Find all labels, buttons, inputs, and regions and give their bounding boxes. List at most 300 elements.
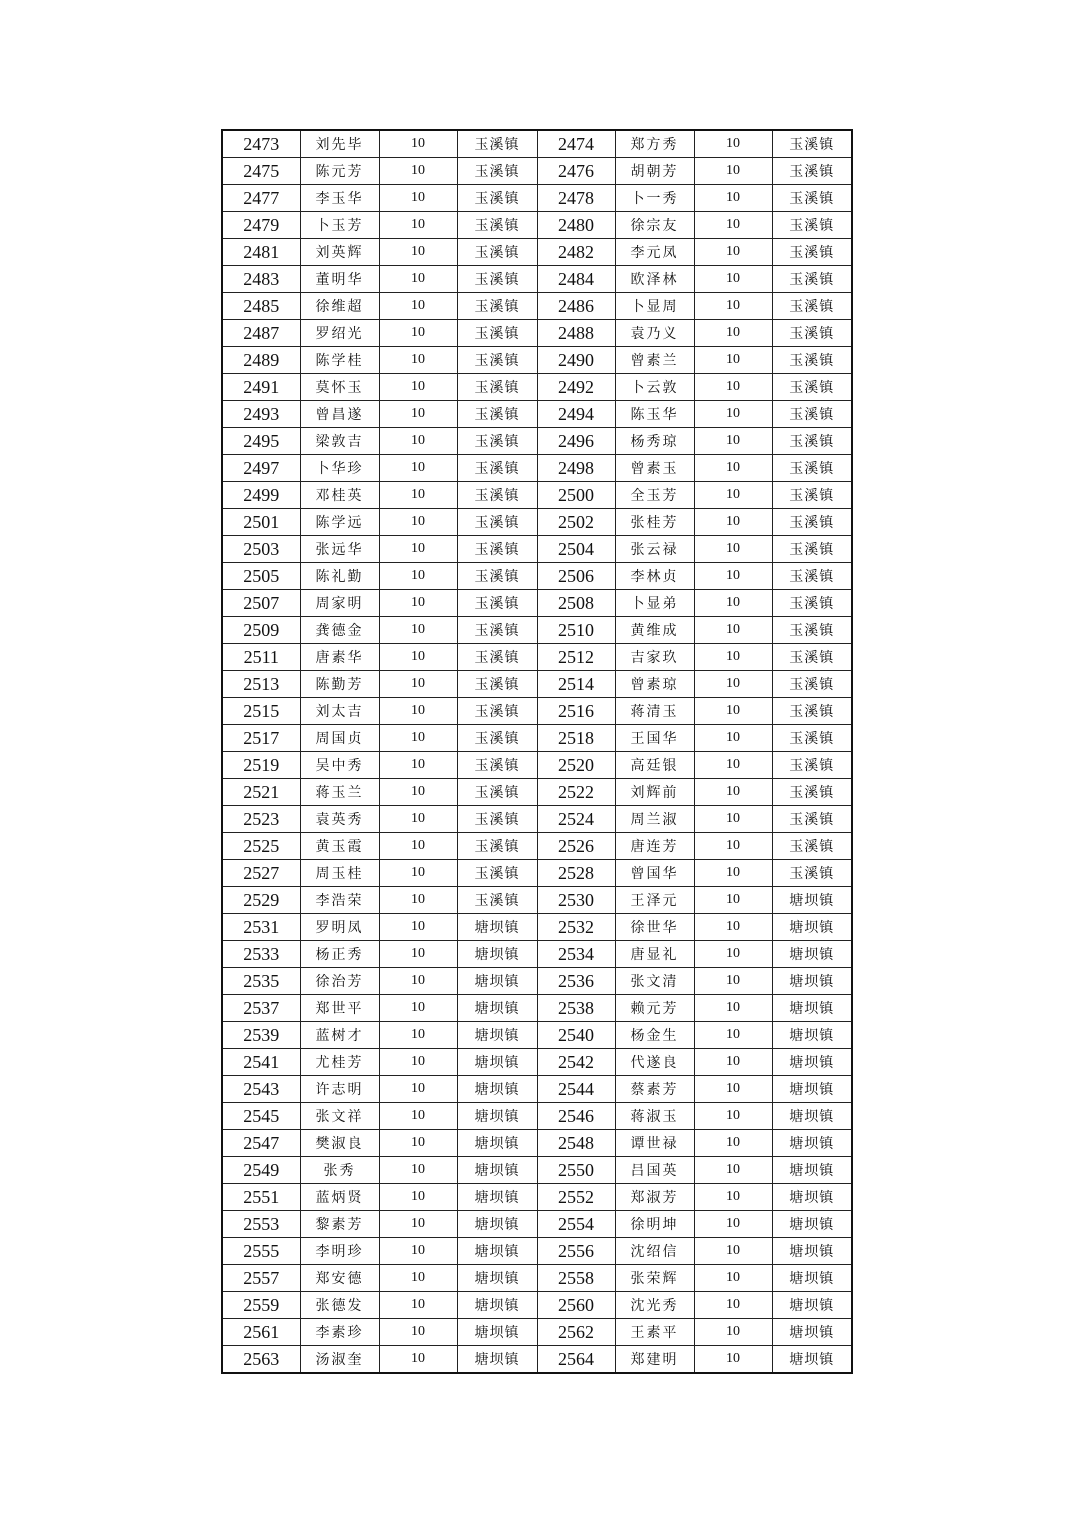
left-amount-cell: 10 xyxy=(379,212,457,239)
right-record-number-cell: 2550 xyxy=(537,1157,615,1184)
table-row xyxy=(222,860,852,887)
right-person-name-cell: 曾素兰 xyxy=(615,347,694,374)
right-record-number-cell: 2494 xyxy=(537,401,615,428)
right-amount-cell: 10 xyxy=(694,158,772,185)
right-person-name-cell: 王国华 xyxy=(615,725,694,752)
right-amount-cell: 10 xyxy=(694,239,772,266)
right-record-number-cell: 2484 xyxy=(537,266,615,293)
right-amount-cell: 10 xyxy=(694,1103,772,1130)
right-record-number-cell: 2528 xyxy=(537,860,615,887)
left-amount-cell: 10 xyxy=(379,1211,457,1238)
right-person-name-cell: 王素平 xyxy=(615,1319,694,1346)
right-person-name-cell: 蔡素芳 xyxy=(615,1076,694,1103)
right-town-name-cell: 塘坝镇 xyxy=(772,1049,852,1076)
right-town-name-cell: 玉溪镇 xyxy=(772,833,852,860)
right-amount-cell: 10 xyxy=(694,347,772,374)
right-town-name-cell: 玉溪镇 xyxy=(772,779,852,806)
right-amount-cell: 10 xyxy=(694,644,772,671)
right-record-number-cell: 2548 xyxy=(537,1130,615,1157)
left-record-number-cell: 2535 xyxy=(222,968,300,995)
left-record-number-cell: 2555 xyxy=(222,1238,300,1265)
right-person-name-cell: 张云禄 xyxy=(615,536,694,563)
right-town-name-cell: 玉溪镇 xyxy=(772,158,852,185)
left-record-number-cell: 2483 xyxy=(222,266,300,293)
right-person-name-cell: 蒋清玉 xyxy=(615,698,694,725)
left-town-name-cell: 塘坝镇 xyxy=(457,1211,537,1238)
left-person-name-cell: 刘英辉 xyxy=(300,239,379,266)
right-record-number-cell: 2564 xyxy=(537,1346,615,1374)
right-town-name-cell: 玉溪镇 xyxy=(772,644,852,671)
right-amount-cell: 10 xyxy=(694,1022,772,1049)
right-person-name-cell: 李元凤 xyxy=(615,239,694,266)
left-person-name-cell: 吴中秀 xyxy=(300,752,379,779)
left-person-name-cell: 周家明 xyxy=(300,590,379,617)
right-person-name-cell: 胡朝芳 xyxy=(615,158,694,185)
right-record-number-cell: 2546 xyxy=(537,1103,615,1130)
left-town-name-cell: 玉溪镇 xyxy=(457,130,537,158)
left-record-number-cell: 2509 xyxy=(222,617,300,644)
right-amount-cell: 10 xyxy=(694,1211,772,1238)
left-record-number-cell: 2475 xyxy=(222,158,300,185)
left-amount-cell: 10 xyxy=(379,1076,457,1103)
left-person-name-cell: 周玉桂 xyxy=(300,860,379,887)
right-amount-cell: 10 xyxy=(694,482,772,509)
right-town-name-cell: 玉溪镇 xyxy=(772,563,852,590)
right-record-number-cell: 2496 xyxy=(537,428,615,455)
right-town-name-cell: 塘坝镇 xyxy=(772,887,852,914)
right-town-name-cell: 玉溪镇 xyxy=(772,671,852,698)
right-town-name-cell: 玉溪镇 xyxy=(772,239,852,266)
right-record-number-cell: 2510 xyxy=(537,617,615,644)
left-person-name-cell: 许志明 xyxy=(300,1076,379,1103)
right-person-name-cell: 曾素玉 xyxy=(615,455,694,482)
table-row xyxy=(222,1319,852,1346)
left-person-name-cell: 龚德金 xyxy=(300,617,379,644)
right-person-name-cell: 袁乃义 xyxy=(615,320,694,347)
table-row xyxy=(222,617,852,644)
right-person-name-cell: 杨秀琼 xyxy=(615,428,694,455)
right-town-name-cell: 玉溪镇 xyxy=(772,320,852,347)
left-person-name-cell: 邓桂英 xyxy=(300,482,379,509)
right-person-name-cell: 卜显弟 xyxy=(615,590,694,617)
table-row xyxy=(222,482,852,509)
left-town-name-cell: 玉溪镇 xyxy=(457,806,537,833)
right-town-name-cell: 塘坝镇 xyxy=(772,1292,852,1319)
left-record-number-cell: 2563 xyxy=(222,1346,300,1374)
right-record-number-cell: 2486 xyxy=(537,293,615,320)
left-town-name-cell: 玉溪镇 xyxy=(457,482,537,509)
right-amount-cell: 10 xyxy=(694,617,772,644)
left-amount-cell: 10 xyxy=(379,536,457,563)
right-person-name-cell: 蒋淑玉 xyxy=(615,1103,694,1130)
right-person-name-cell: 卜云敦 xyxy=(615,374,694,401)
left-person-name-cell: 罗绍光 xyxy=(300,320,379,347)
right-amount-cell: 10 xyxy=(694,374,772,401)
table-row xyxy=(222,1211,852,1238)
left-town-name-cell: 玉溪镇 xyxy=(457,293,537,320)
right-record-number-cell: 2490 xyxy=(537,347,615,374)
right-record-number-cell: 2480 xyxy=(537,212,615,239)
right-amount-cell: 10 xyxy=(694,752,772,779)
table-row xyxy=(222,590,852,617)
right-person-name-cell: 张文清 xyxy=(615,968,694,995)
right-amount-cell: 10 xyxy=(694,779,772,806)
right-record-number-cell: 2500 xyxy=(537,482,615,509)
left-person-name-cell: 刘先毕 xyxy=(300,130,379,158)
left-town-name-cell: 玉溪镇 xyxy=(457,212,537,239)
table-row xyxy=(222,293,852,320)
right-person-name-cell: 杨金生 xyxy=(615,1022,694,1049)
left-town-name-cell: 玉溪镇 xyxy=(457,752,537,779)
right-town-name-cell: 玉溪镇 xyxy=(772,347,852,374)
table-row xyxy=(222,212,852,239)
right-amount-cell: 10 xyxy=(694,130,772,158)
left-record-number-cell: 2473 xyxy=(222,130,300,158)
left-amount-cell: 10 xyxy=(379,1184,457,1211)
table-row xyxy=(222,1130,852,1157)
right-town-name-cell: 塘坝镇 xyxy=(772,941,852,968)
right-amount-cell: 10 xyxy=(694,725,772,752)
left-record-number-cell: 2479 xyxy=(222,212,300,239)
right-record-number-cell: 2504 xyxy=(537,536,615,563)
right-amount-cell: 10 xyxy=(694,266,772,293)
left-person-name-cell: 徐维超 xyxy=(300,293,379,320)
left-amount-cell: 10 xyxy=(379,401,457,428)
table-row xyxy=(222,266,852,293)
right-record-number-cell: 2560 xyxy=(537,1292,615,1319)
right-amount-cell: 10 xyxy=(694,914,772,941)
left-person-name-cell: 莫怀玉 xyxy=(300,374,379,401)
left-town-name-cell: 塘坝镇 xyxy=(457,1265,537,1292)
left-amount-cell: 10 xyxy=(379,995,457,1022)
right-amount-cell: 10 xyxy=(694,1157,772,1184)
table-row xyxy=(222,130,852,158)
right-amount-cell: 10 xyxy=(694,1346,772,1374)
right-amount-cell: 10 xyxy=(694,563,772,590)
table-row xyxy=(222,752,852,779)
left-town-name-cell: 玉溪镇 xyxy=(457,536,537,563)
left-town-name-cell: 玉溪镇 xyxy=(457,860,537,887)
right-amount-cell: 10 xyxy=(694,1238,772,1265)
right-town-name-cell: 玉溪镇 xyxy=(772,266,852,293)
left-person-name-cell: 李明珍 xyxy=(300,1238,379,1265)
right-record-number-cell: 2544 xyxy=(537,1076,615,1103)
right-person-name-cell: 郑建明 xyxy=(615,1346,694,1374)
right-amount-cell: 10 xyxy=(694,833,772,860)
left-record-number-cell: 2521 xyxy=(222,779,300,806)
table-row xyxy=(222,347,852,374)
table-row xyxy=(222,1238,852,1265)
left-amount-cell: 10 xyxy=(379,1103,457,1130)
left-record-number-cell: 2545 xyxy=(222,1103,300,1130)
right-town-name-cell: 玉溪镇 xyxy=(772,482,852,509)
left-town-name-cell: 玉溪镇 xyxy=(457,266,537,293)
left-person-name-cell: 蒋玉兰 xyxy=(300,779,379,806)
right-amount-cell: 10 xyxy=(694,185,772,212)
right-amount-cell: 10 xyxy=(694,536,772,563)
left-amount-cell: 10 xyxy=(379,1319,457,1346)
right-person-name-cell: 徐世华 xyxy=(615,914,694,941)
right-town-name-cell: 玉溪镇 xyxy=(772,860,852,887)
left-town-name-cell: 玉溪镇 xyxy=(457,833,537,860)
left-person-name-cell: 卜华珍 xyxy=(300,455,379,482)
right-person-name-cell: 沈光秀 xyxy=(615,1292,694,1319)
right-town-name-cell: 塘坝镇 xyxy=(772,1130,852,1157)
right-record-number-cell: 2518 xyxy=(537,725,615,752)
right-record-number-cell: 2536 xyxy=(537,968,615,995)
left-town-name-cell: 塘坝镇 xyxy=(457,1130,537,1157)
left-person-name-cell: 陈元芳 xyxy=(300,158,379,185)
left-town-name-cell: 玉溪镇 xyxy=(457,374,537,401)
right-person-name-cell: 代遂良 xyxy=(615,1049,694,1076)
right-amount-cell: 10 xyxy=(694,968,772,995)
left-town-name-cell: 塘坝镇 xyxy=(457,1346,537,1374)
right-record-number-cell: 2554 xyxy=(537,1211,615,1238)
right-town-name-cell: 塘坝镇 xyxy=(772,995,852,1022)
left-amount-cell: 10 xyxy=(379,725,457,752)
left-town-name-cell: 玉溪镇 xyxy=(457,779,537,806)
left-amount-cell: 10 xyxy=(379,698,457,725)
table-row xyxy=(222,158,852,185)
table-row xyxy=(222,779,852,806)
table-row xyxy=(222,239,852,266)
left-record-number-cell: 2551 xyxy=(222,1184,300,1211)
left-record-number-cell: 2497 xyxy=(222,455,300,482)
right-record-number-cell: 2542 xyxy=(537,1049,615,1076)
left-town-name-cell: 玉溪镇 xyxy=(457,320,537,347)
left-amount-cell: 10 xyxy=(379,185,457,212)
left-amount-cell: 10 xyxy=(379,644,457,671)
right-record-number-cell: 2526 xyxy=(537,833,615,860)
left-town-name-cell: 玉溪镇 xyxy=(457,428,537,455)
left-record-number-cell: 2485 xyxy=(222,293,300,320)
table-row xyxy=(222,401,852,428)
right-record-number-cell: 2538 xyxy=(537,995,615,1022)
right-record-number-cell: 2508 xyxy=(537,590,615,617)
right-person-name-cell: 唐显礼 xyxy=(615,941,694,968)
right-town-name-cell: 玉溪镇 xyxy=(772,725,852,752)
right-amount-cell: 10 xyxy=(694,1319,772,1346)
left-amount-cell: 10 xyxy=(379,833,457,860)
left-person-name-cell: 陈礼勤 xyxy=(300,563,379,590)
right-person-name-cell: 卜显周 xyxy=(615,293,694,320)
right-person-name-cell: 赖元芳 xyxy=(615,995,694,1022)
right-amount-cell: 10 xyxy=(694,887,772,914)
left-person-name-cell: 张远华 xyxy=(300,536,379,563)
left-person-name-cell: 郑安德 xyxy=(300,1265,379,1292)
right-town-name-cell: 玉溪镇 xyxy=(772,590,852,617)
left-person-name-cell: 徐治芳 xyxy=(300,968,379,995)
right-town-name-cell: 玉溪镇 xyxy=(772,806,852,833)
right-record-number-cell: 2558 xyxy=(537,1265,615,1292)
table-row xyxy=(222,941,852,968)
left-person-name-cell: 李浩荣 xyxy=(300,887,379,914)
right-person-name-cell: 王泽元 xyxy=(615,887,694,914)
left-amount-cell: 10 xyxy=(379,509,457,536)
right-amount-cell: 10 xyxy=(694,509,772,536)
roster-table-body xyxy=(222,130,852,1373)
left-record-number-cell: 2557 xyxy=(222,1265,300,1292)
left-amount-cell: 10 xyxy=(379,968,457,995)
left-record-number-cell: 2549 xyxy=(222,1157,300,1184)
right-person-name-cell: 曾国华 xyxy=(615,860,694,887)
left-amount-cell: 10 xyxy=(379,1157,457,1184)
table-row xyxy=(222,1076,852,1103)
left-person-name-cell: 张文祥 xyxy=(300,1103,379,1130)
left-person-name-cell: 曾昌遂 xyxy=(300,401,379,428)
right-town-name-cell: 玉溪镇 xyxy=(772,212,852,239)
table-row xyxy=(222,1103,852,1130)
left-record-number-cell: 2537 xyxy=(222,995,300,1022)
left-town-name-cell: 塘坝镇 xyxy=(457,1319,537,1346)
right-record-number-cell: 2524 xyxy=(537,806,615,833)
right-record-number-cell: 2474 xyxy=(537,130,615,158)
right-record-number-cell: 2552 xyxy=(537,1184,615,1211)
right-town-name-cell: 玉溪镇 xyxy=(772,374,852,401)
table-row xyxy=(222,455,852,482)
table-row xyxy=(222,1022,852,1049)
left-record-number-cell: 2519 xyxy=(222,752,300,779)
left-person-name-cell: 李玉华 xyxy=(300,185,379,212)
right-town-name-cell: 塘坝镇 xyxy=(772,1319,852,1346)
left-person-name-cell: 蓝树才 xyxy=(300,1022,379,1049)
right-record-number-cell: 2488 xyxy=(537,320,615,347)
left-amount-cell: 10 xyxy=(379,590,457,617)
right-amount-cell: 10 xyxy=(694,1292,772,1319)
right-amount-cell: 10 xyxy=(694,428,772,455)
left-record-number-cell: 2547 xyxy=(222,1130,300,1157)
table-row xyxy=(222,968,852,995)
right-amount-cell: 10 xyxy=(694,1076,772,1103)
left-record-number-cell: 2525 xyxy=(222,833,300,860)
right-town-name-cell: 玉溪镇 xyxy=(772,130,852,158)
left-person-name-cell: 黄玉霞 xyxy=(300,833,379,860)
left-record-number-cell: 2499 xyxy=(222,482,300,509)
table-row xyxy=(222,671,852,698)
right-town-name-cell: 玉溪镇 xyxy=(772,185,852,212)
left-amount-cell: 10 xyxy=(379,671,457,698)
left-town-name-cell: 玉溪镇 xyxy=(457,455,537,482)
right-town-name-cell: 塘坝镇 xyxy=(772,1238,852,1265)
left-record-number-cell: 2541 xyxy=(222,1049,300,1076)
left-amount-cell: 10 xyxy=(379,779,457,806)
table-row xyxy=(222,1184,852,1211)
right-person-name-cell: 高廷银 xyxy=(615,752,694,779)
right-person-name-cell: 徐宗友 xyxy=(615,212,694,239)
table-row xyxy=(222,725,852,752)
right-person-name-cell: 吉家玖 xyxy=(615,644,694,671)
right-person-name-cell: 张荣辉 xyxy=(615,1265,694,1292)
right-town-name-cell: 塘坝镇 xyxy=(772,1184,852,1211)
left-town-name-cell: 玉溪镇 xyxy=(457,698,537,725)
left-record-number-cell: 2481 xyxy=(222,239,300,266)
right-town-name-cell: 玉溪镇 xyxy=(772,293,852,320)
left-person-name-cell: 陈学远 xyxy=(300,509,379,536)
right-amount-cell: 10 xyxy=(694,806,772,833)
left-amount-cell: 10 xyxy=(379,374,457,401)
right-person-name-cell: 全玉芳 xyxy=(615,482,694,509)
left-record-number-cell: 2533 xyxy=(222,941,300,968)
left-amount-cell: 10 xyxy=(379,1130,457,1157)
left-person-name-cell: 周国贞 xyxy=(300,725,379,752)
right-record-number-cell: 2534 xyxy=(537,941,615,968)
right-record-number-cell: 2562 xyxy=(537,1319,615,1346)
left-town-name-cell: 玉溪镇 xyxy=(457,725,537,752)
right-record-number-cell: 2514 xyxy=(537,671,615,698)
left-person-name-cell: 汤淑奎 xyxy=(300,1346,379,1374)
left-town-name-cell: 玉溪镇 xyxy=(457,158,537,185)
right-amount-cell: 10 xyxy=(694,1049,772,1076)
left-person-name-cell: 罗明凤 xyxy=(300,914,379,941)
left-amount-cell: 10 xyxy=(379,158,457,185)
left-town-name-cell: 塘坝镇 xyxy=(457,1022,537,1049)
left-town-name-cell: 塘坝镇 xyxy=(457,941,537,968)
left-person-name-cell: 张德发 xyxy=(300,1292,379,1319)
table-row xyxy=(222,509,852,536)
table-row xyxy=(222,563,852,590)
right-town-name-cell: 塘坝镇 xyxy=(772,1076,852,1103)
left-town-name-cell: 玉溪镇 xyxy=(457,887,537,914)
left-amount-cell: 10 xyxy=(379,563,457,590)
left-person-name-cell: 杨正秀 xyxy=(300,941,379,968)
left-person-name-cell: 陈勤芳 xyxy=(300,671,379,698)
left-person-name-cell: 郑世平 xyxy=(300,995,379,1022)
right-record-number-cell: 2476 xyxy=(537,158,615,185)
left-amount-cell: 10 xyxy=(379,293,457,320)
right-person-name-cell: 李林贞 xyxy=(615,563,694,590)
right-town-name-cell: 玉溪镇 xyxy=(772,698,852,725)
left-record-number-cell: 2487 xyxy=(222,320,300,347)
right-person-name-cell: 欧泽林 xyxy=(615,266,694,293)
left-town-name-cell: 塘坝镇 xyxy=(457,914,537,941)
right-record-number-cell: 2520 xyxy=(537,752,615,779)
table-row xyxy=(222,374,852,401)
table-row xyxy=(222,320,852,347)
left-person-name-cell: 蓝炳贤 xyxy=(300,1184,379,1211)
left-amount-cell: 10 xyxy=(379,806,457,833)
left-town-name-cell: 塘坝镇 xyxy=(457,1076,537,1103)
left-amount-cell: 10 xyxy=(379,482,457,509)
left-record-number-cell: 2491 xyxy=(222,374,300,401)
right-town-name-cell: 玉溪镇 xyxy=(772,509,852,536)
right-town-name-cell: 塘坝镇 xyxy=(772,968,852,995)
right-town-name-cell: 塘坝镇 xyxy=(772,914,852,941)
left-record-number-cell: 2513 xyxy=(222,671,300,698)
left-amount-cell: 10 xyxy=(379,455,457,482)
right-town-name-cell: 塘坝镇 xyxy=(772,1022,852,1049)
right-person-name-cell: 郑淑芳 xyxy=(615,1184,694,1211)
right-town-name-cell: 玉溪镇 xyxy=(772,401,852,428)
left-town-name-cell: 塘坝镇 xyxy=(457,1184,537,1211)
left-amount-cell: 10 xyxy=(379,1049,457,1076)
right-amount-cell: 10 xyxy=(694,860,772,887)
right-amount-cell: 10 xyxy=(694,671,772,698)
left-record-number-cell: 2543 xyxy=(222,1076,300,1103)
left-amount-cell: 10 xyxy=(379,1346,457,1374)
left-town-name-cell: 塘坝镇 xyxy=(457,1238,537,1265)
right-town-name-cell: 玉溪镇 xyxy=(772,455,852,482)
left-town-name-cell: 玉溪镇 xyxy=(457,401,537,428)
left-town-name-cell: 玉溪镇 xyxy=(457,617,537,644)
right-town-name-cell: 塘坝镇 xyxy=(772,1346,852,1374)
left-record-number-cell: 2529 xyxy=(222,887,300,914)
left-person-name-cell: 陈学桂 xyxy=(300,347,379,374)
table-row xyxy=(222,698,852,725)
right-town-name-cell: 玉溪镇 xyxy=(772,752,852,779)
right-town-name-cell: 玉溪镇 xyxy=(772,536,852,563)
right-record-number-cell: 2530 xyxy=(537,887,615,914)
right-town-name-cell: 塘坝镇 xyxy=(772,1103,852,1130)
